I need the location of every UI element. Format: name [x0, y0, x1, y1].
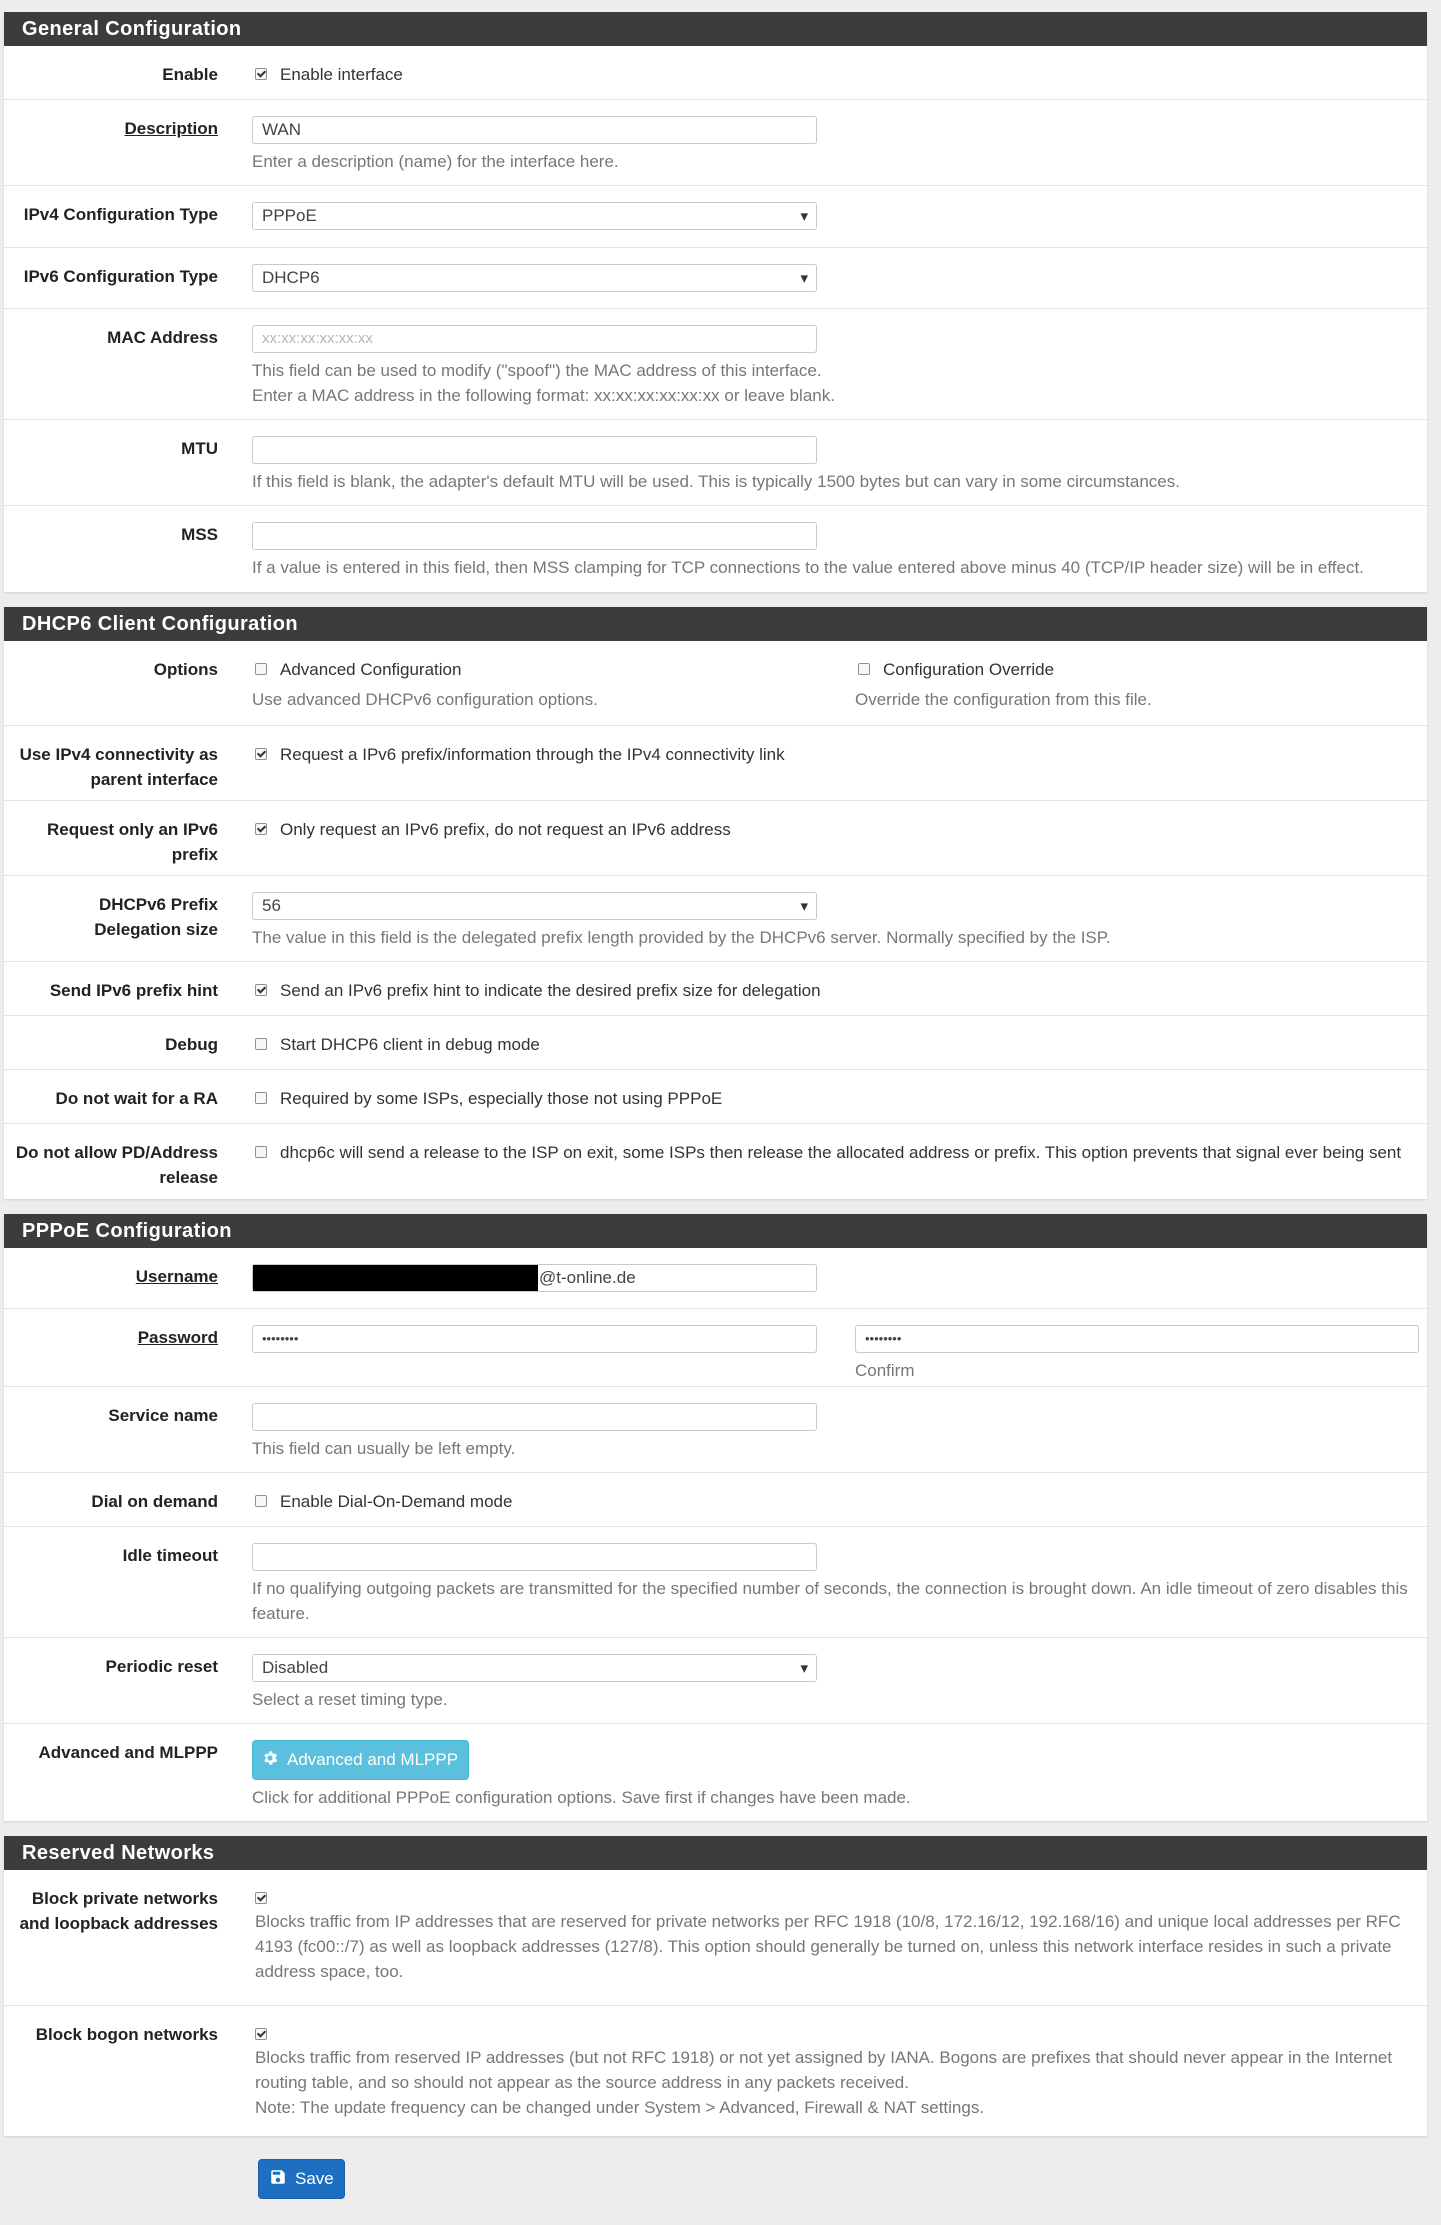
periodic-label: Periodic reset: [105, 1657, 218, 1676]
advanced-config-checkbox[interactable]: [255, 663, 267, 675]
mtu-help: If this field is blank, the adapter's default MTU will be used. This is typically 1500 bytes but can vary in some circumstances.: [252, 472, 1180, 491]
ipv4-type-label: IPv4 Configuration Type: [23, 205, 218, 224]
advanced-config-help: Use advanced DHCPv6 configuration options.: [252, 690, 598, 709]
enable-text: Enable interface: [280, 65, 403, 84]
block-bogon-label: Block bogon networks: [35, 2025, 218, 2044]
description-input[interactable]: WAN: [252, 116, 817, 144]
advanced-label: Advanced and MLPPP: [38, 1743, 218, 1762]
username-suffix: @t-online.de: [539, 1268, 636, 1287]
general-configuration-panel: [4, 12, 1427, 592]
description-help: Enter a description (name) for the interface here.: [252, 152, 619, 171]
mtu-row: [4, 420, 1427, 506]
password-input[interactable]: ••••••••: [252, 1325, 817, 1353]
prefix-hint-label: Send IPv6 prefix hint: [49, 981, 218, 1000]
block-private-checkbox[interactable]: [255, 1892, 267, 1904]
username-row: [4, 1248, 1427, 1309]
description-row: [4, 100, 1427, 186]
dial-row: [4, 1473, 1427, 1527]
ipv6-type-select[interactable]: DHCP6 ▾: [252, 264, 817, 292]
block-bogon-row: [4, 2006, 1427, 2136]
service-help: This field can usually be left empty.: [252, 1439, 516, 1458]
advanced-mlppp-button[interactable]: Advanced and MLPPP: [252, 1740, 469, 1780]
block-private-label: Block private networks and loopback addresses: [19, 1889, 218, 1933]
periodic-help: Select a reset timing type.: [252, 1690, 448, 1709]
block-private-help: Blocks traffic from IP addresses that are reserved for private networks per RFC 1918 (10/8, 172.16/12, 192.168/16) and unique local addresses per RFC 4193 (fc00::/7) as well as loopback addresses (127/8). This option should generally be turned on, unless this network interface resides in such a private address space, too.: [255, 1912, 1401, 1981]
debug-checkbox[interactable]: [255, 1038, 267, 1050]
advanced-row: [4, 1724, 1427, 1821]
panel-heading: Reserved Networks: [4, 1836, 1427, 1870]
periodic-row: [4, 1638, 1427, 1724]
config-override-help: Override the configuration from this file.: [855, 690, 1152, 709]
reserved-networks-panel: [4, 1836, 1427, 2136]
mss-input[interactable]: [252, 522, 817, 550]
password-row: [4, 1309, 1427, 1387]
no-release-checkbox[interactable]: [255, 1146, 267, 1158]
request-only-text: Only request an IPv6 prefix, do not request an IPv6 address: [280, 820, 731, 839]
mac-input[interactable]: xx:xx:xx:xx:xx:xx: [252, 325, 817, 353]
password-confirm-help: Confirm: [855, 1361, 915, 1380]
request-only-label: Request only an IPv6 prefix: [47, 820, 218, 864]
mac-row: [4, 309, 1427, 420]
block-private-row: [4, 1870, 1427, 2006]
request-only-checkbox[interactable]: [255, 823, 267, 835]
panel-heading: DHCP6 Client Configuration: [4, 607, 1427, 641]
idle-help: If no qualifying outgoing packets are transmitted for the specified number of seconds, the connection is brought down. An idle timeout of zero disables this feature.: [252, 1579, 1408, 1623]
service-row: [4, 1387, 1427, 1473]
options-row: [4, 641, 1427, 726]
dial-text: Enable Dial-On-Demand mode: [280, 1492, 513, 1511]
username-label[interactable]: Username: [135, 1267, 218, 1286]
request-only-row: [4, 801, 1427, 876]
pppoe-panel: [4, 1214, 1427, 1821]
no-wait-checkbox[interactable]: [255, 1092, 267, 1104]
mtu-label: MTU: [181, 439, 218, 458]
block-bogon-help: Blocks traffic from reserved IP addresses (but not RFC 1918) or not yet assigned by IANA. Bogons are prefixes that should never appear in the Internet routing table, and so should not appear as the source address in any packets received. Note: The update frequency can be changed under System > Advanced, Firewall & NAT settings.: [255, 2048, 1393, 2117]
use-ipv4-checkbox[interactable]: [255, 748, 267, 760]
idle-input[interactable]: [252, 1543, 817, 1571]
advanced-config-text: Advanced Configuration: [280, 660, 462, 679]
description-label[interactable]: Description: [124, 119, 218, 138]
enable-checkbox[interactable]: [255, 68, 267, 80]
prefix-size-select[interactable]: 56 ▾: [252, 892, 817, 920]
no-release-label: Do not allow PD/Address release: [15, 1143, 218, 1187]
ipv6-type-label: IPv6 Configuration Type: [23, 267, 218, 286]
idle-row: [4, 1527, 1427, 1638]
block-bogon-checkbox[interactable]: [255, 2028, 267, 2040]
service-label: Service name: [108, 1406, 218, 1425]
password-label[interactable]: Password: [137, 1328, 218, 1347]
prefix-size-row: [4, 876, 1427, 962]
prefix-hint-row: [4, 962, 1427, 1016]
use-ipv4-row: [4, 726, 1427, 801]
password-confirm-input[interactable]: ••••••••: [855, 1325, 1419, 1353]
floppy-disk-icon: [269, 2168, 287, 2191]
prefix-hint-checkbox[interactable]: [255, 984, 267, 996]
options-label: Options: [153, 660, 218, 679]
ipv4-type-row: [4, 186, 1427, 248]
dial-checkbox[interactable]: [255, 1495, 267, 1507]
mac-help: This field can be used to modify ("spoof") the MAC address of this interface. Enter a MAC address in the following format: xx:xx:xx:xx:xx:xx or leave blank.: [252, 361, 835, 405]
mac-label: MAC Address: [107, 328, 218, 347]
no-release-text: dhcp6c will send a release to the ISP on exit, some ISPs then release the allocated address or prefix. This option prevents that signal ever being sent: [280, 1143, 1402, 1162]
redacted-block: [253, 1265, 538, 1291]
mss-label: MSS: [181, 525, 218, 544]
prefix-size-help: The value in this field is the delegated prefix length provided by the DHCPv6 server. Normally specified by the ISP.: [252, 928, 1111, 947]
idle-label: Idle timeout: [122, 1546, 218, 1565]
config-override-checkbox[interactable]: [858, 663, 870, 675]
dhcp6-panel: [4, 607, 1427, 1199]
panel-heading: PPPoE Configuration: [4, 1214, 1427, 1248]
debug-row: [4, 1016, 1427, 1070]
no-wait-label: Do not wait for a RA: [55, 1089, 218, 1108]
save-button[interactable]: Save: [258, 2159, 345, 2199]
dial-label: Dial on demand: [91, 1492, 218, 1511]
debug-label: Debug: [165, 1035, 218, 1054]
ipv6-type-row: [4, 248, 1427, 309]
enable-row: [4, 46, 1427, 100]
panel-heading: General Configuration: [4, 12, 1427, 46]
no-wait-row: [4, 1070, 1427, 1124]
config-override-text: Configuration Override: [883, 660, 1055, 679]
service-input[interactable]: [252, 1403, 817, 1431]
enable-label: Enable: [162, 65, 218, 84]
advanced-help: Click for additional PPPoE configuration options. Save first if changes have been made.: [252, 1788, 911, 1807]
no-wait-text: Required by some ISPs, especially those not using PPPoE: [280, 1089, 723, 1108]
use-ipv4-text: Request a IPv6 prefix/information through the IPv4 connectivity link: [280, 745, 785, 764]
periodic-select[interactable]: Disabled ▾: [252, 1654, 817, 1682]
mtu-input[interactable]: [252, 436, 817, 464]
use-ipv4-label: Use IPv4 connectivity as parent interface: [19, 745, 218, 789]
mss-help: If a value is entered in this field, then MSS clamping for TCP connections to the value entered above minus 40 (TCP/IP header size) will be in effect.: [252, 558, 1364, 577]
username-input[interactable]: [252, 1264, 817, 1292]
no-release-row: [4, 1124, 1427, 1199]
prefix-size-label: DHCPv6 Prefix Delegation size: [94, 895, 218, 939]
prefix-hint-text: Send an IPv6 prefix hint to indicate the desired prefix size for delegation: [280, 981, 821, 1000]
gear-icon: [261, 1749, 279, 1772]
mss-row: [4, 506, 1427, 592]
ipv4-type-select[interactable]: PPPoE ▾: [252, 202, 817, 230]
debug-text: Start DHCP6 client in debug mode: [280, 1035, 540, 1054]
